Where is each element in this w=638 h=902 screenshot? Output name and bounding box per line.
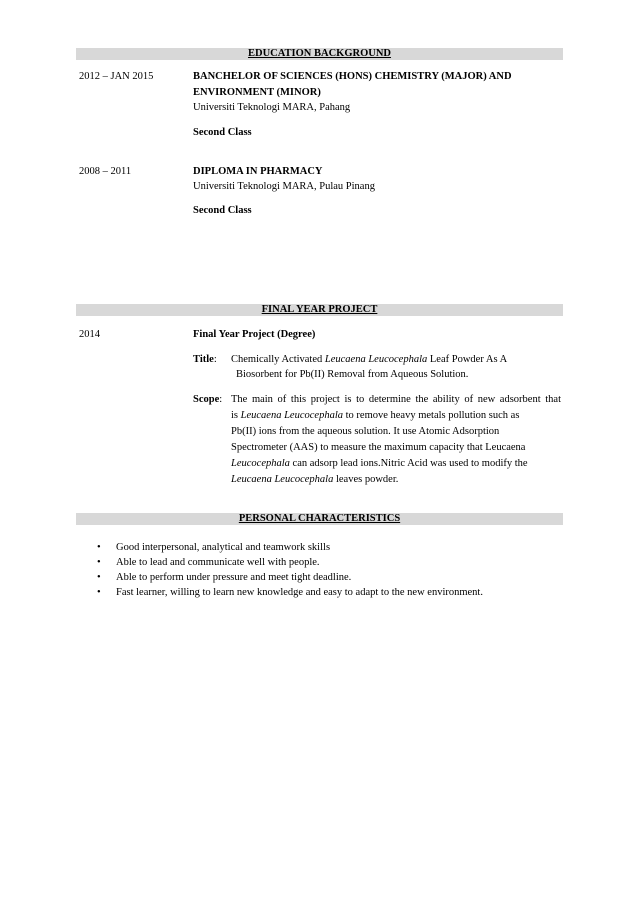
education-date-2: 2008 – 2011 [79, 166, 132, 177]
project-scope-line4: Spectrometer (AAS) to measure the maximum capacity that Leucaena [231, 442, 526, 453]
project-scope-line3: Pb(II) ions from the aqueous solution. It use Atomic Adsorption [231, 426, 500, 437]
education-institution-1: Universiti Teknologi MARA, Pahang [193, 102, 351, 113]
project-title-line2: Biosorbent for Pb(II) Removal from Aqueous Solution. [236, 369, 469, 380]
list-item-text: Good interpersonal, analytical and teamwork skills [116, 542, 331, 553]
characteristics-list [78, 540, 558, 600]
bullet-icon: • [97, 557, 101, 568]
project-scope-line2-post: to remove heavy metals pollution such as [343, 410, 520, 421]
list-item [78, 570, 558, 585]
project-scope-line5-post: can adsorp lead ions.Nitric Acid was used to modify the [289, 458, 528, 469]
list-item [78, 555, 558, 570]
project-name: Final Year Project (Degree) [193, 329, 316, 340]
characteristics-section-header [76, 513, 563, 525]
education-degree-1-line2: ENVIRONMENT (MINOR) [193, 87, 321, 98]
project-year: 2014 [79, 329, 100, 340]
project-scope-text [231, 392, 561, 488]
project-scope-line2-italic: Leucaena Leucocephala [240, 410, 343, 421]
project-section-header [76, 304, 563, 316]
bullet-icon: • [97, 572, 101, 583]
project-header-text: FINAL YEAR PROJECT [261, 304, 378, 315]
list-item-text: Fast learner, willing to learn new knowledge and easy to adapt to the new environment. [116, 587, 483, 598]
project-scope-line6-post: leaves powder. [333, 474, 399, 485]
education-degree-1-line1: BANCHELOR OF SCIENCES (HONS) CHEMISTRY (MAJOR) AND [193, 71, 512, 82]
education-grade-2: Second Class [193, 205, 252, 216]
project-title-line1-post: Leaf Powder As A [427, 354, 508, 365]
list-item-text: Able to lead and communicate well with people. [116, 557, 320, 568]
list-item [78, 585, 558, 600]
project-scope-line5 [231, 456, 561, 472]
project-scope-label: Scope [193, 394, 220, 405]
education-grade-1: Second Class [193, 127, 252, 138]
bullet-icon: • [97, 542, 101, 553]
project-scope-line6-italic: Leucaena Leucocephala [231, 474, 334, 485]
project-scope-line1: The main of this project is to determine the ability of new adsorbent that [231, 394, 561, 405]
project-scope-line2 [231, 408, 561, 424]
project-title-line1 [231, 352, 507, 368]
education-institution-2: Universiti Teknologi MARA, Pulau Pinang [193, 181, 375, 192]
project-title-label: Title [193, 354, 214, 365]
education-date-1: 2012 – JAN 2015 [79, 71, 154, 82]
education-section-header [76, 48, 563, 60]
project-scope-line6 [231, 472, 561, 488]
bullet-icon: • [97, 587, 101, 598]
project-title-line1-pre: Chemically Activated [231, 354, 325, 365]
education-header-text: EDUCATION BACKGROUND [247, 48, 392, 59]
list-item [78, 540, 558, 555]
characteristics-header-text: PERSONAL CHARACTERISTICS [238, 513, 401, 524]
education-degree-2: DIPLOMA IN PHARMACY [193, 166, 323, 177]
list-item-text: Able to perform under pressure and meet tight deadline. [116, 572, 352, 583]
project-scope-label-row: Scope: [193, 394, 223, 405]
project-scope-line2-pre: is [231, 410, 241, 421]
project-title-label-row: Title: [193, 354, 217, 365]
project-scope-line5-italic: Leucocephala [231, 458, 290, 469]
project-title-line1-italic: Leucaena Leucocephala [324, 354, 428, 365]
